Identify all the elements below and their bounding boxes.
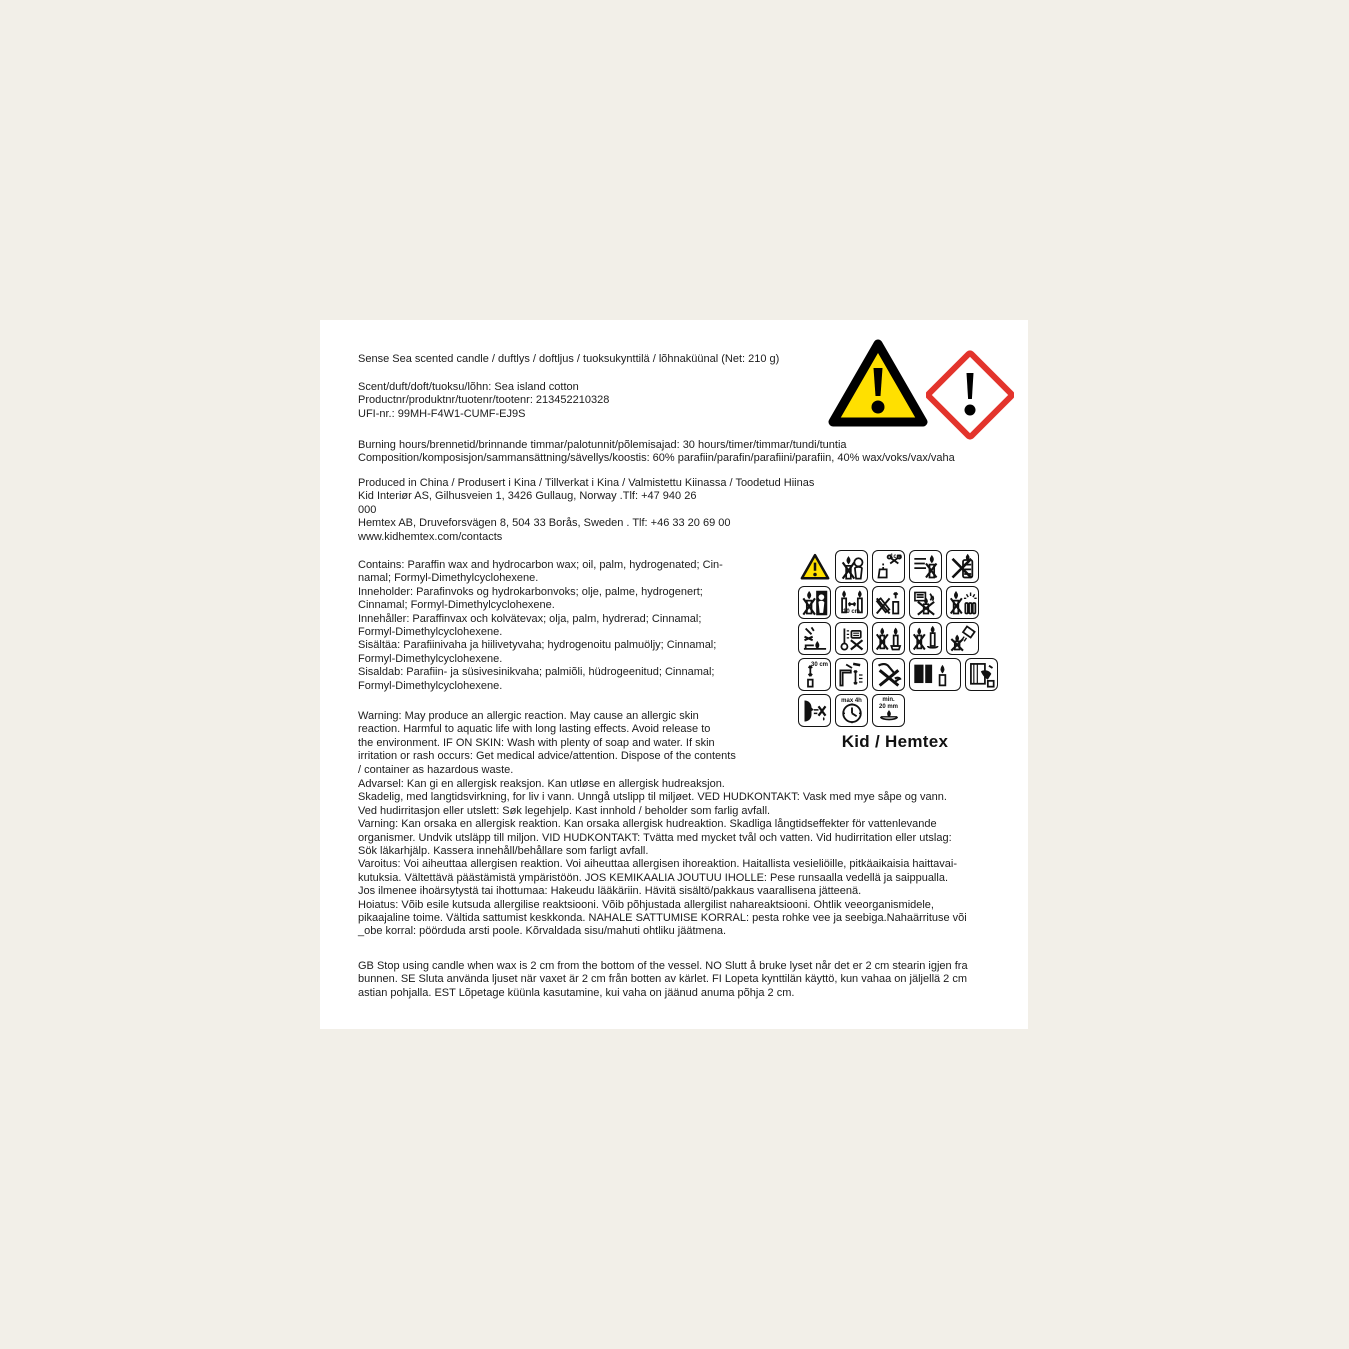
pictogram-general-warning (798, 550, 831, 583)
thermometer-warning-icon (838, 625, 866, 653)
pictogram-keep-away-from-heat-sources (946, 586, 979, 619)
safety-pictogram-grid (798, 550, 992, 730)
unattended-candle-icon (838, 553, 866, 581)
pictogram-trim-wick-1cm (872, 550, 905, 583)
warnings-multilanguage-block (358, 778, 967, 939)
pictogram-keep-out-of-reach-of-children (798, 586, 831, 619)
pouring-liquid-icon (949, 625, 977, 653)
brand-logo-text: Kid / Hemtex (841, 732, 949, 751)
producer-info-block (358, 477, 814, 544)
title-line: Sense Sea scented candle / duftlys / doftljus / tuoksukynttilä / lõhnaküünal (Net: 210 g) (358, 353, 780, 365)
container-candle-icon (949, 553, 977, 581)
pictogram-row-1 (798, 550, 992, 583)
warning-line: Sök läkarhjälp. Kassera innehåll/behållare som farligt avfall. (358, 845, 649, 858)
warning-line: pikaajaline toime. Vältida sattumist keskkonda. NAHALE SATTUMISE KORRAL: pesta rohke vee ja seebiga.Nahaärrituse või (358, 912, 967, 925)
pictogram-keep-distance-from-shelf (835, 658, 868, 691)
warning-line: Skadelig, med langtidsvirkning, for liv i vann. Unngå utslipp til miljøet. VED HUDKONTAKT: Vask med mye såpe og vann. (358, 791, 947, 804)
contains-line: namal; Formyl-Dimethylcyclohexene. (358, 572, 539, 585)
label-sheet (320, 320, 1028, 1029)
warning-triangle-icon (828, 338, 928, 428)
ghs07-exclamation-diamond-icon (926, 350, 1014, 440)
pictogram-burn-candle-upright (872, 586, 905, 619)
warning-line: irritation or rash occurs: Get medical advice/attention. Dispose of the contents (358, 750, 736, 763)
hand-touch-icon (875, 661, 903, 689)
product-info-block (358, 381, 609, 421)
curtain-hand-icon (968, 661, 996, 689)
phone-suffix-line: 000 (358, 503, 377, 516)
child-reach-icon (801, 589, 829, 617)
pictogram-use-suitable-holder (909, 622, 942, 655)
product-title (358, 353, 779, 366)
pictogram-do-not-place-on-electronics (909, 658, 961, 691)
contains-line: Formyl-Dimethylcyclohexene. (358, 626, 503, 639)
warning-line: Advarsel: Kan gi en allergisk reaksjon. Kan utløse en allergisk hudreaksjon. (358, 778, 725, 790)
pictogram-row-4 (798, 658, 992, 691)
pictogram-always-use-candle-holder (872, 622, 905, 655)
product-number-line: Productnr/produktnr/tuotenr/tootenr: 213452210328 (358, 394, 610, 407)
composition-line: Composition/komposisjon/sammansättning/sävellys/koostis: 60% parafiin/parafin/parafiini/parafiin, 40% wax/voks/vax/vaha (358, 452, 955, 465)
upright-candle-icon (875, 589, 903, 617)
usage-line: bunnen. SE Sluta använda ljuset när vaxet är 2 cm från botten av kärlet. FI Lopeta kynttilän käyttö, kun vahaa on jäljellä 2 cm (358, 973, 968, 986)
warning-line: kutuksia. Vältettävä päästämistä ympäristöön. JOS KEMIKAALIA JOUTUU IHOLLE: Pese runsaalla vedellä ja saippualla. (358, 871, 948, 884)
contains-line: Sisaldab: Parafiin- ja süsivesinikvaha; palmiõli, hüdrogeenitud; Cinnamal; (358, 666, 715, 679)
contains-line: Sisältäa: Parafiinivaha ja hiilivetyvaha; hydrogenoitu palmuöljy; Cinnamal; (358, 639, 717, 652)
warning-line: organismer. Undvik utsläpp till miljon. VID HUDKONTAKT: Tvätta med mycket tvål och vatten. Vid hudirritation eller utslag: (358, 831, 952, 844)
pictogram-keep-30cm-clearance-above (798, 658, 831, 691)
contains-line: Innehåller: Paraffinvax och kolvätevax; olja, palm, hydrerad; Cinnamal; (358, 612, 702, 625)
produced-in-line: Produced in China / Produsert i Kina / Tillverkat i Kina / Valmistettu Kiinassa / Toodetud Hiinas (358, 477, 815, 489)
pictogram-row-3 (798, 622, 992, 655)
burning-hours-line: Burning hours/brennetid/brinnande timmar/palotunnit/põlemisajad: 30 hours/timer/timmar/tundi/tuntia (358, 439, 847, 451)
website-line: www.kidhemtex.com/contacts (358, 530, 503, 543)
suitable-holder-icon (912, 625, 940, 653)
warning-line: Jos ilmenee ihoärsytystä tai ihottumaa: Hakeudu lääkäriin. Hävitä sisältö/pakkaus vaarallisena jätteenä. (358, 885, 862, 898)
candle-holder-icon (875, 625, 903, 653)
warning-line: Varning: Kan orsaka en allergisk reaktion. Kan orsaka allergisk hudreaktion. Skadliga långtidseffekter för vattenlevande (358, 818, 937, 831)
warning-line: Varoitus: Voi aiheuttaa allergisen reaktion. Voi aiheuttaa allergisen ihoreaktion. Haitallista vesieliöille, pitkäaikaisia haittavai- (358, 858, 958, 871)
contains-line: Formyl-Dimethylcyclohexene. (358, 652, 503, 665)
flammable-objects-icon (912, 589, 940, 617)
warning-line: / container as hazardous waste. (358, 763, 514, 776)
warning-line: Warning: May produce an allergic reaction. May cause an allergic skin (358, 710, 699, 722)
shelf-distance-icon (838, 661, 866, 689)
max-burn-label: max 4h (841, 698, 862, 704)
kid-address-line: Kid Interiør AS, Gilhusveien 1, 3426 Gullaug, Norway .Tlf: +47 940 26 (358, 490, 697, 503)
pictogram-row-5 (798, 694, 992, 727)
pictogram-do-not-place-near-heat (835, 622, 868, 655)
contains-line: Contains: Paraffin wax and hydrocarbon wax; oil, palm, hydrogenated; Cin- (358, 559, 723, 571)
pictogram-row-2 (798, 586, 992, 619)
pictogram-keep-wax-pool-clear (798, 622, 831, 655)
usage-line: astian pohjalla. EST Lõpetage küünla kasutamine, kui vaha on jäänud anuma põhja 2 cm. (358, 986, 795, 999)
warning-triangle-small-icon (800, 552, 830, 582)
heat-source-icon (949, 589, 977, 617)
pictogram-do-not-extinguish-with-liquid (946, 622, 979, 655)
tv-candle-icon (912, 661, 958, 689)
pictogram-never-leave-unattended (835, 550, 868, 583)
trim-length-label: 1cm (889, 554, 902, 560)
clearance-label: 30 cm (810, 662, 828, 668)
min-wax-label: min. 20 mm (878, 697, 898, 710)
blowing-face-icon (801, 697, 829, 725)
warning-english-block (358, 710, 736, 777)
contains-block (358, 559, 723, 693)
pictogram-min-20mm-wax (872, 694, 905, 727)
pictogram-do-not-blow-out (798, 694, 831, 727)
pictogram-do-not-burn-container-to-end (946, 550, 979, 583)
pictogram-keep-away-from-draught (909, 550, 942, 583)
usage-note-block (358, 960, 968, 1000)
ufi-number-line: UFI-nr.: 99MH-F4W1-CUMF-EJ9S (358, 407, 526, 420)
usage-line: GB Stop using candle when wax is 2 cm from the bottom of the vessel. NO Slutt å bruke lyset når det er 2 cm stearin igjen fra (358, 960, 968, 972)
pictogram-burn-max-4-hours (835, 694, 868, 727)
scent-line: Scent/duft/doft/tuoksu/lõhn: Sea island cotton (358, 381, 579, 393)
contains-line: Cinnamal; Formyl-Dimethylcyclohexene. (358, 599, 555, 612)
warning-line: Ved hudirritasjon eller utslett: Søk legehjelp. Kast innhold / beholder som farlig avfall. (358, 804, 771, 817)
pictogram-keep-away-from-flammable-objects (909, 586, 942, 619)
warning-line: _obe korral: pöörduda arsti poole. Kõrvaldada sisu/mahuti ohtliku jäätmena. (358, 925, 727, 938)
matches-in-wax-icon (801, 625, 829, 653)
warning-line: Hoiatus: Võib esile kutsuda allergilise reaktsiooni. Võib põhjustada allergilist nahareaktsiooni. Ohtlik veeorganismidele, (358, 898, 934, 911)
contains-line: Formyl-Dimethylcyclohexene. (358, 679, 503, 692)
warning-line: the environment. IF ON SKIN: Wash with plenty of soap and water. If skin (358, 736, 715, 749)
pictogram-keep-away-from-curtains (965, 658, 998, 691)
contains-line: Inneholder: Parafinvoks og hydrokarbonvoks; olje, palme, hydrogenert; (358, 585, 703, 598)
warning-line: reaction. Harmful to aquatic life with long lasting effects. Avoid release to (358, 723, 711, 736)
hemtex-address-line: Hemtex AB, Druveforsvägen 8, 504 33 Borås, Sweden . Tlf: +46 33 20 69 00 (358, 517, 731, 530)
pictogram-do-not-touch-burning-candle (872, 658, 905, 691)
pictogram-keep-10cm-between-candles (835, 586, 868, 619)
draught-candle-icon (912, 553, 940, 581)
burn-info-block (358, 439, 955, 466)
spacing-label: 10 cm (842, 608, 860, 615)
